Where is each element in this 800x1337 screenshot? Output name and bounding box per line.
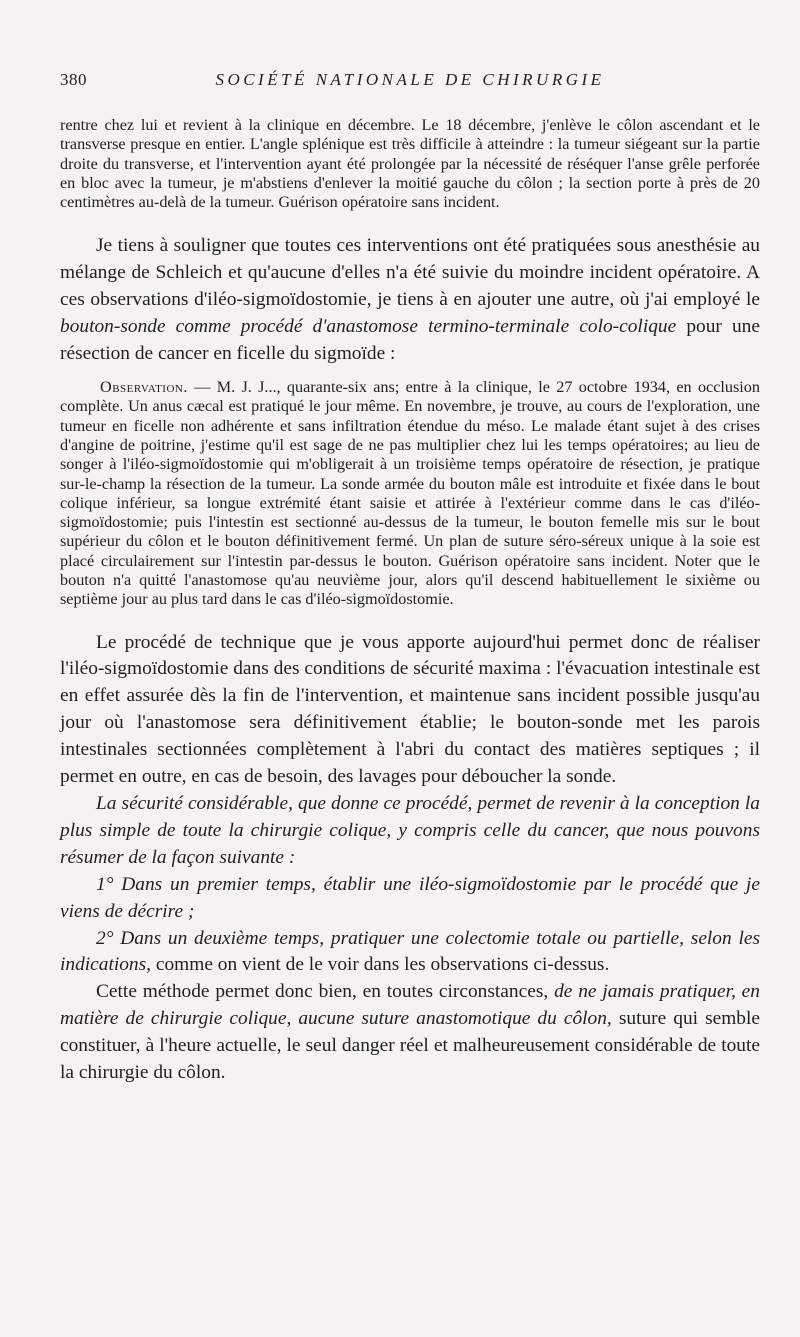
observation-text: — M. J. J..., quarante-six ans; entre à la clinique, le 27 octobre 1934, en occlusion complète. Un anus cæcal est pratiqué le jour même. En novembre, je trouve, au cours de l'exploration, une tumeur en ficelle non adhérente et sans infiltration étendue du méso. Le malade étant sujet à des crises d'angine de poitrine, j'estime qu'il est sage de ne pas multiplier chez lui les temps opératoires; au lieu de songer à l'iléo-sigmoïdostomie qui m'obligerait à un troisième temps opératoire de résection, je pratique sur-le-champ la résection de la tumeur. La sonde armée du bouton mâle est introduite et fixée dans le bout colique inférieur, sa longue extrémité étant saisie et attirée à l'extérieur comme dans le cas d'iléo-sigmoïdostomie; puis l'intestin est sectionné au-dessus de la tumeur, le bouton femelle mis sur le bout supérieur du côlon et le bouton définitivement fermé. Un plan de suture séro-séreux unique à la soie est placé circulairement sur l'intestin par-dessus le bouton. Guérison opératoire sans incident. Noter que le bouton n'a quitté l'anastomose qu'au neuvième jour, alors qu'il descend habituellement le sixième ou septième jour au plus tard dans le cas d'iléo-sigmoïdostomie. <box>60 378 760 609</box>
italic-list-text: 2° Dans un deuxième temps, pratiquer une colectomie totale ou partielle, selon les indications, <box>60 927 760 976</box>
paragraph-text: Je tiens à souligner que toutes ces interventions ont été pratiquées sous anesthésie au mélange de Schleich et qu'aucune d'elles n'a été suivie du moindre incident opératoire. A ces observations d'iléo-sigmoïdostomie, je tiens à en ajouter une autre, où j'ai employé le <box>60 235 760 311</box>
paragraph-text: Cette méthode permet donc bien, en toutes circonstances, <box>96 981 555 1003</box>
paragraph-technique: Le procédé de technique que je vous apporte aujourd'hui permet donc de réaliser l'iléo-sigmoïdostomie dans des conditions de sécurité maxima : l'évacuation intestinale est en effet assurée dès la fin de l'intervention, et maintenue sans incident possible jusqu'au jour où l'anastomose sera définitivement établie; le bouton-sonde met les parois intestinales sectionnées complètement à l'abri du contact des matières septiques ; il permet en outre, en cas de besoin, des lavages pour déboucher la sonde. <box>60 631 760 788</box>
observation-paragraph <box>60 378 760 610</box>
list-text: comme on vient de le voir dans les observations ci-dessus. <box>151 954 610 976</box>
italic-emphasis: bouton-sonde comme procédé d'anastomose termino-terminale colo-colique <box>60 316 677 338</box>
paragraph-text: suture qui semble constituer, à l'heure actuelle, le seul danger réel et malheureusement considérable de toute la chirurgie du côlon. <box>60 1008 760 1084</box>
italic-emphasis: de ne jamais pratiquer, en matière de chirurgie colique, aucune suture anastomotique du côlon, <box>60 981 760 1030</box>
observation-label: Observation. <box>100 378 188 397</box>
running-title: SOCIÉTÉ NATIONALE DE CHIRURGIE <box>215 70 605 89</box>
list-item-second-step <box>60 926 760 980</box>
paragraph-continuation: rentre chez lui et revient à la clinique en décembre. Le 18 décembre, j'enlève le côlon ascendant et le transverse presque en entier. L'angle splénique est très difficile à atteindre : la tumeur siégeant sur la partie droite du transverse, et l'intervention ayant été prolongée par la nécessité de réséquer l'anse grêle perforée en bloc avec la tumeur, je m'abstiens d'enlever la moitié gauche du côlon ; la section porte à près de 20 centimètres au-delà de la tumeur. Guérison opératoire sans incident. <box>60 116 760 212</box>
paragraph-text: pour une résection de cancer en ficelle du sigmoïde : <box>60 316 760 365</box>
paragraph-security <box>60 791 760 872</box>
page-header <box>60 70 760 98</box>
italic-list-text: 1° Dans un premier temps, établir une iléo-sigmoïdostomie par le procédé que je viens de décrire ; <box>60 873 760 922</box>
body-text <box>60 116 760 1087</box>
list-item-first-step <box>60 872 760 926</box>
paragraph-anesthesia <box>60 233 760 368</box>
paragraph-conclusion <box>60 979 760 1087</box>
italic-paragraph: La sécurité considérable, que donne ce procédé, permet de revenir à la conception la plus simple de toute la chirurgie colique, y compris celle du cancer, que nous pouvons résumer de la façon suivante : <box>60 793 760 868</box>
page-number: 380 <box>60 70 87 89</box>
